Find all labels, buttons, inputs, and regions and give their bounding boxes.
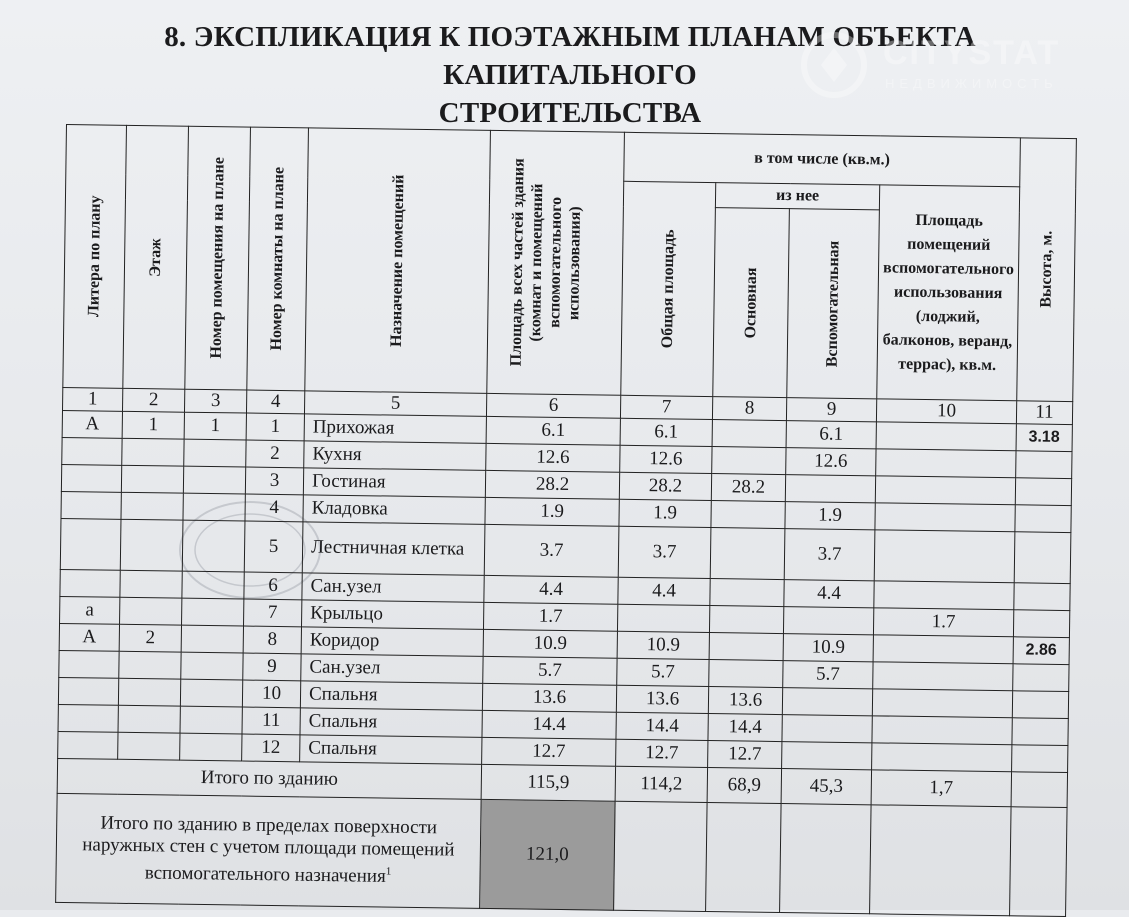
total-main: 68,9 [707,768,781,804]
explication-table [55,124,1077,917]
cell-aux-use [872,743,1012,772]
cell-liter [58,677,118,705]
cell-aux-use [876,449,1016,478]
cell-main [710,528,785,580]
cell-main [710,579,784,607]
col-number: 8 [712,397,786,421]
cell-floor [121,492,183,520]
cell-area: 12.7 [482,737,616,766]
col-number: 1 [62,387,122,411]
footnote-mark: 1 [385,865,392,878]
cell-room: 1 [246,413,304,441]
header-floor: Этаж [123,125,189,389]
cell-room: 8 [243,626,301,654]
cell-main: 14.4 [708,714,782,742]
total-area: 115,9 [481,764,615,801]
cell-aux-use [874,530,1015,583]
header-height: Высота, м. [1017,138,1077,402]
cell-height [1013,610,1069,638]
watermark-sub: НЕДВИЖИМОСТЬ [885,76,1058,91]
header-aux: Вспомогательная [787,209,880,399]
cell-liter [61,491,121,519]
cell-aux: 10.9 [783,634,873,662]
cell-area: 13.6 [482,683,616,712]
cell-room: 11 [242,707,300,735]
cell-area: 28.2 [485,470,619,499]
cell-aux: 1.9 [785,502,875,530]
cell-liter: А [62,410,122,438]
total-aux: 45,3 [781,769,871,805]
cell-area: 1.9 [485,497,619,526]
col-number: 11 [1016,401,1072,425]
cell-total: 13.6 [616,685,708,713]
cell-floor [118,678,180,706]
cell-height [1011,745,1067,773]
col-number: 5 [304,391,486,417]
cell-aux [785,475,875,503]
cell-premise [182,571,244,599]
cell-height [1014,583,1070,611]
total-total: 114,2 [615,766,707,802]
cell-height [1012,718,1068,746]
cell-aux-use: 1.7 [873,608,1013,637]
cell-floor: 1 [122,411,184,439]
cell-liter: а [60,596,120,624]
cell-liter [62,437,122,465]
cell-floor [119,651,181,679]
rows-body [58,410,1073,772]
cell-premise [182,520,245,572]
cell-premise [184,439,246,467]
header-area-all: Площадь всех частей здания (комнат и помещений вспомогательного использования) [487,130,625,395]
cell-total: 14.4 [616,712,708,740]
cell-floor [120,519,183,571]
title-line-1: 8. ЭКСПЛИКАЦИЯ К ПОЭТАЖНЫМ ПЛАНАМ ОБЪЕКТА КАПИТАЛЬНОГО [164,21,976,91]
cell-height [1016,451,1072,479]
cell-main: 13.6 [708,687,782,715]
cell-premise: 1 [184,412,246,440]
cell-total: 12.7 [616,739,708,767]
cell-room: 5 [244,521,303,573]
cell-room: 6 [244,572,302,600]
cell-height [1013,664,1069,692]
cell-height: 3.18 [1016,424,1072,452]
cell-total: 5.7 [617,658,709,686]
cell-height [1015,478,1071,506]
cell-premise [180,706,242,734]
cell-aux: 4.4 [784,580,874,608]
cell-height [1012,691,1068,719]
header-total-area: Общая площадь [621,181,716,396]
header-liter: Литера по плану [63,125,127,389]
cell-height [1015,505,1071,533]
cell-area: 3.7 [484,524,619,577]
cell-premise [181,652,243,680]
cell-floor [118,705,180,733]
cell-premise [180,733,242,761]
cell-room: 10 [242,680,300,708]
cell-liter [60,518,121,570]
watermark [799,30,1099,100]
cell-total [617,604,709,632]
cell-floor: 2 [119,624,181,652]
total-outer-value: 121,0 [480,799,616,910]
cell-floor [120,570,182,598]
cell-room: 7 [244,599,302,627]
cell-total: 10.9 [617,631,709,659]
cell-aux: 6.1 [786,421,876,449]
cell-room: 12 [242,734,300,762]
cell-aux-use [872,716,1012,745]
cell-floor [118,732,180,760]
cell-aux [782,742,872,770]
cell-main [712,447,786,475]
cell-liter [58,704,118,732]
cell-name: Кухня [304,441,486,471]
cell-area: 10.9 [483,629,617,658]
total-aux-use: 1,7 [871,770,1011,807]
cell-area: 6.1 [486,416,620,445]
cell-liter [59,650,119,678]
cell-area: 4.4 [484,575,618,604]
total-outer-row [56,793,1067,916]
cell-premise [183,493,245,521]
cell-premise [181,625,243,653]
cell-aux-use [872,689,1012,718]
cell-area: 5.7 [483,656,617,685]
watermark-name: CITYSTAT [883,34,1061,72]
header-including: в том числе (кв.м.) [624,132,1021,187]
cell-aux-use [875,503,1015,532]
cell-premise [183,466,245,494]
cell-aux-use [875,476,1015,505]
header-main: Основная [713,208,790,398]
cell-main [711,501,785,529]
cell-name: Прихожая [304,414,486,444]
cell-aux-use [874,581,1014,610]
cell-aux: 12.6 [786,448,876,476]
cell-main: 12.7 [708,741,782,769]
cell-room: 3 [245,467,303,495]
cell-total: 1.9 [619,499,711,527]
cell-total: 6.1 [620,418,712,446]
cell-area: 1.7 [483,602,617,631]
total-label: Итого по зданию [57,758,481,799]
cell-room: 4 [245,494,303,522]
cell-floor [121,465,183,493]
header-room-no: Номер комнаты на плане [247,127,309,391]
header-of-it: из нее [715,183,879,210]
col-number: 6 [486,393,620,418]
cell-aux-use [873,635,1013,664]
cell-room: 2 [246,440,304,468]
cell-name: Сан.узел [301,654,483,684]
cell-area: 14.4 [482,710,616,739]
cell-total: 4.4 [618,577,710,605]
cell-name: Спальня [300,708,482,738]
cell-name: Лестничная клетка [302,522,485,576]
cell-aux [782,715,872,743]
cell-floor [122,438,184,466]
cell-liter: А [59,623,119,651]
cell-name: Гостиная [303,468,485,498]
cell-name: Крыльцо [302,600,484,630]
cell-height [1014,532,1071,584]
cell-main: 28.2 [711,474,785,502]
total-height [1011,772,1067,808]
cell-liter [58,731,118,759]
col-number: 10 [876,399,1016,424]
cell-aux [783,607,873,635]
total-outer-label: Итого по зданию в пределах поверхности наружных стен с учетом площади помещений вспомогательного назначения$^1$ [56,793,481,908]
cell-name: Спальня [300,681,482,711]
cell-premise [180,679,242,707]
watermark-logo-icon [799,30,869,100]
cell-total: 28.2 [619,472,711,500]
cell-name: Кладовка [303,495,485,525]
cell-aux [782,688,872,716]
col-number: 9 [786,398,876,422]
cell-aux-use [876,422,1016,451]
header-purpose: Назначение помещений [305,128,491,394]
cell-aux-use [873,662,1013,691]
col-number: 7 [620,395,712,419]
cell-height: 2.86 [1013,637,1069,665]
cell-total: 12.6 [620,445,712,473]
col-number: 4 [246,390,304,414]
cell-area: 12.6 [486,443,620,472]
cell-main [709,633,783,661]
header-aux-use: Площадь помещений вспомогательного использования (лоджий, балконов, веранд, террас), кв.м. [877,185,1020,401]
cell-aux: 3.7 [784,529,875,581]
col-number: 2 [122,388,184,412]
cell-floor [120,597,182,625]
cell-liter [60,569,120,597]
cell-main [709,660,783,688]
cell-aux: 5.7 [783,661,873,689]
cell-name: Спальня [300,735,482,765]
cell-room: 9 [243,653,301,681]
title-line-2: СТРОИТЕЛЬСТВА [438,97,702,129]
cell-total: 3.7 [618,526,711,578]
col-number: 3 [184,389,246,413]
cell-name: Коридор [301,627,483,657]
cell-main [712,420,786,448]
header-premise-no: Номер помещения на плане [185,126,251,390]
cell-liter [61,464,121,492]
cell-name: Сан.узел [302,573,484,603]
cell-premise [182,598,244,626]
cell-main [709,606,783,634]
